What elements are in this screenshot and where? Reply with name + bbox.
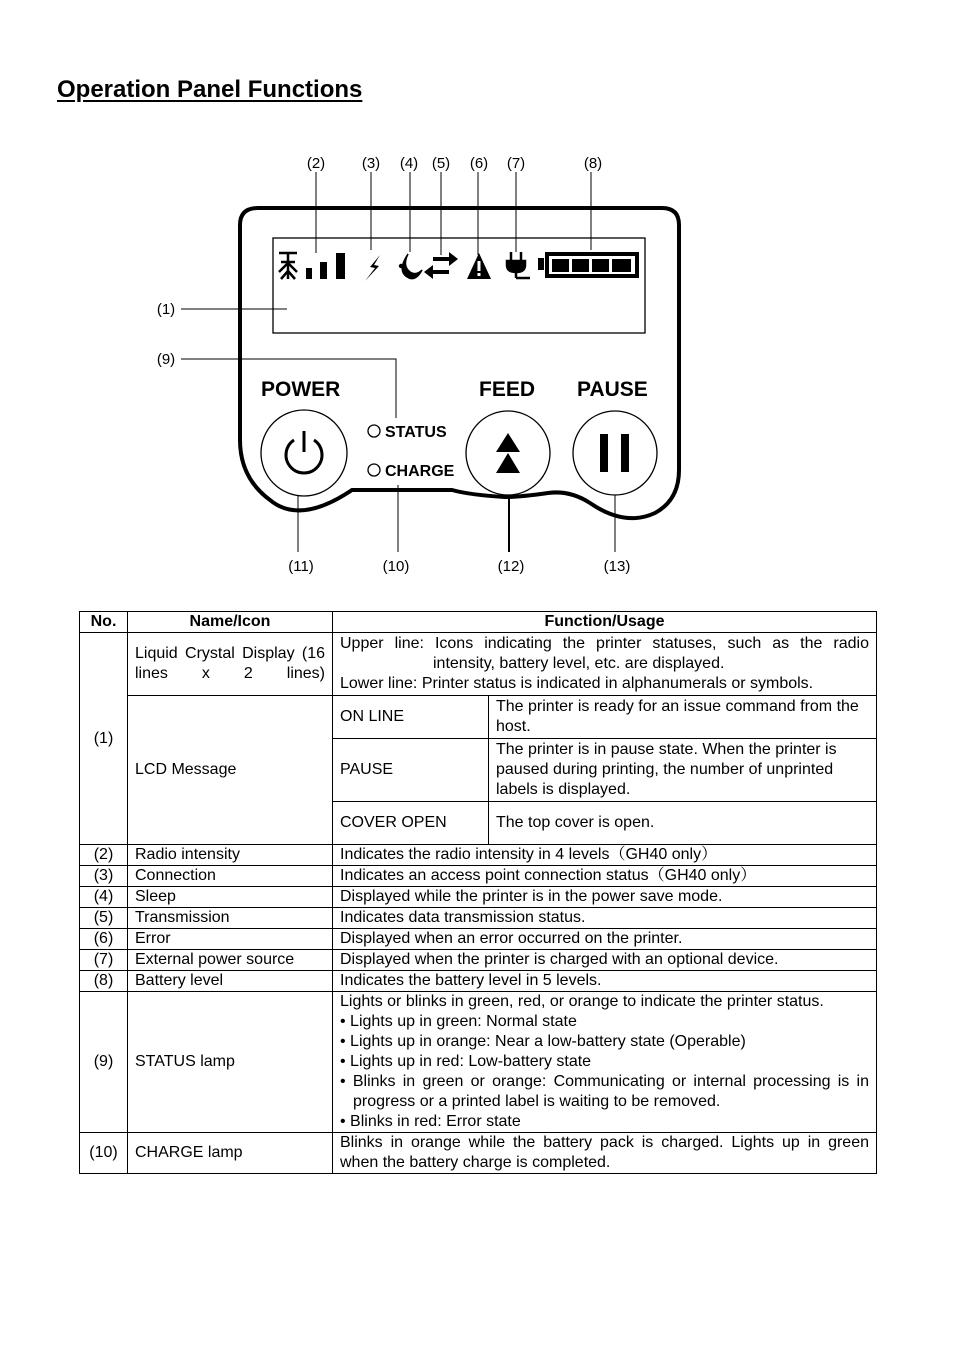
- lcd-message-desc: The printer is ready for an issue command from the host.: [489, 696, 877, 739]
- status-lamp-bullet: • Lights up in red: Low-battery state: [340, 1053, 592, 1070]
- row-name: STATUS lamp: [128, 992, 333, 1133]
- row-name: Battery level: [128, 971, 333, 992]
- row-no: (7): [80, 950, 128, 971]
- lcd-function: [333, 633, 877, 696]
- lcd-upper-line: Upper line: Icons indicating the printer statuses, such as the radio intensity, battery level, etc. are displayed.: [340, 635, 869, 672]
- row-name: Sleep: [128, 887, 333, 908]
- lcd-name: Liquid Crystal Display (16 lines x 2 lines): [128, 633, 333, 696]
- page-title: Operation Panel Functions: [57, 76, 363, 103]
- status-lamp-label: STATUS: [385, 424, 447, 441]
- status-lamp-bullet: • Lights up in orange: Near a low-battery state (Operable): [340, 1033, 746, 1050]
- lcd-message-label: COVER OPEN: [333, 802, 489, 845]
- callout-3: (3): [361, 155, 381, 172]
- lcd-message-desc: The printer is in pause state. When the printer is paused during printing, the number of unprinted labels is displayed.: [489, 739, 877, 802]
- lcd-lower-line: Lower line: Printer status is indicated in alphanumerals or symbols.: [340, 675, 814, 692]
- operation-panel-diagram: [0, 140, 954, 585]
- status-lamp-bullet: • Blinks in green or orange: Communicating or internal processing is in progress or a printed label is waiting to be removed.: [340, 1073, 869, 1110]
- row-no: (8): [80, 971, 128, 992]
- header-name: Name/Icon: [128, 612, 333, 633]
- callout-7: (7): [506, 155, 526, 172]
- table-row: [80, 696, 877, 739]
- row-desc: Displayed when an error occurred on the printer.: [333, 929, 877, 950]
- callout-12: (12): [497, 558, 525, 575]
- radio-intensity-icon: [279, 253, 345, 279]
- row-desc: Indicates the battery level in 5 levels.: [333, 971, 877, 992]
- pause-button-label: PAUSE: [577, 378, 648, 401]
- callout-11: (11): [288, 558, 314, 575]
- row-no: (4): [80, 887, 128, 908]
- row-no: (6): [80, 929, 128, 950]
- status-lamp-bullet: • Lights up in green: Normal state: [340, 1013, 577, 1030]
- table-row: [80, 950, 877, 971]
- row-desc: Displayed while the printer is in the power save mode.: [333, 887, 877, 908]
- row-no: (5): [80, 908, 128, 929]
- status-lamp-bullet: • Blinks in red: Error state: [340, 1113, 521, 1130]
- pause-button[interactable]: [573, 411, 657, 495]
- row-no: (9): [80, 992, 128, 1133]
- row-name: Connection: [128, 866, 333, 887]
- status-lamp-intro: Lights or blinks in green, red, or orange to indicate the printer status.: [340, 993, 824, 1010]
- row-desc: Indicates the radio intensity in 4 levels（GH40 only）: [333, 845, 877, 866]
- external-power-icon: [507, 252, 530, 278]
- callout-6: (6): [469, 155, 489, 172]
- callout-1: (1): [156, 301, 176, 318]
- row-no: (10): [80, 1133, 128, 1174]
- power-button-label: POWER: [261, 378, 341, 401]
- row-name: Radio intensity: [128, 845, 333, 866]
- power-button[interactable]: [261, 410, 347, 496]
- callout-2: (2): [306, 155, 326, 172]
- table-row: [80, 971, 877, 992]
- callout-10: (10): [382, 558, 410, 575]
- table-row: [80, 1133, 877, 1174]
- function-table: [79, 611, 877, 1174]
- feed-button-label: FEED: [479, 378, 536, 401]
- lcd-message-label: ON LINE: [333, 696, 489, 739]
- sleep-icon: [402, 254, 422, 279]
- row-name: External power source: [128, 950, 333, 971]
- header-no: No.: [80, 612, 128, 633]
- connection-icon: [365, 255, 380, 281]
- row-name: Error: [128, 929, 333, 950]
- row-desc: Indicates an access point connection status（GH40 only）: [333, 866, 877, 887]
- status-lamp-desc: [333, 992, 877, 1133]
- row-desc: Displayed when the printer is charged with an optional device.: [333, 950, 877, 971]
- row-name: Transmission: [128, 908, 333, 929]
- row-desc: Indicates data transmission status.: [333, 908, 877, 929]
- charge-lamp-label: CHARGE: [385, 463, 455, 480]
- callout-9: (9): [156, 351, 176, 368]
- charge-lamp: [368, 464, 380, 476]
- callout-4: (4): [399, 155, 419, 172]
- table-row: [80, 908, 877, 929]
- row-no: (3): [80, 866, 128, 887]
- table-row: [80, 866, 877, 887]
- feed-button[interactable]: [466, 411, 550, 495]
- sleep-star-icon: [399, 264, 403, 268]
- header-function: Function/Usage: [333, 612, 877, 633]
- row-no: (1): [80, 633, 128, 845]
- lcd-message-name: LCD Message: [128, 696, 333, 845]
- row-name: CHARGE lamp: [128, 1133, 333, 1174]
- charge-lamp-desc: Blinks in orange while the battery pack is charged. Lights up in green when the battery charge is completed.: [333, 1133, 877, 1174]
- table-row: [80, 929, 877, 950]
- row-no: (2): [80, 845, 128, 866]
- transmission-icon: [424, 252, 458, 279]
- callout-8: (8): [583, 155, 603, 172]
- table-row: [80, 633, 877, 696]
- table-header-row: [80, 612, 877, 633]
- table-row: [80, 845, 877, 866]
- error-icon: [467, 253, 491, 279]
- battery-level-icon: [538, 252, 639, 278]
- table-row: [80, 992, 877, 1133]
- callout-5: (5): [431, 155, 451, 172]
- callout-13: (13): [603, 558, 631, 575]
- lcd-message-label: PAUSE: [333, 739, 489, 802]
- status-lamp: [368, 425, 380, 437]
- lcd-message-desc: The top cover is open.: [489, 802, 877, 845]
- table-row: [80, 887, 877, 908]
